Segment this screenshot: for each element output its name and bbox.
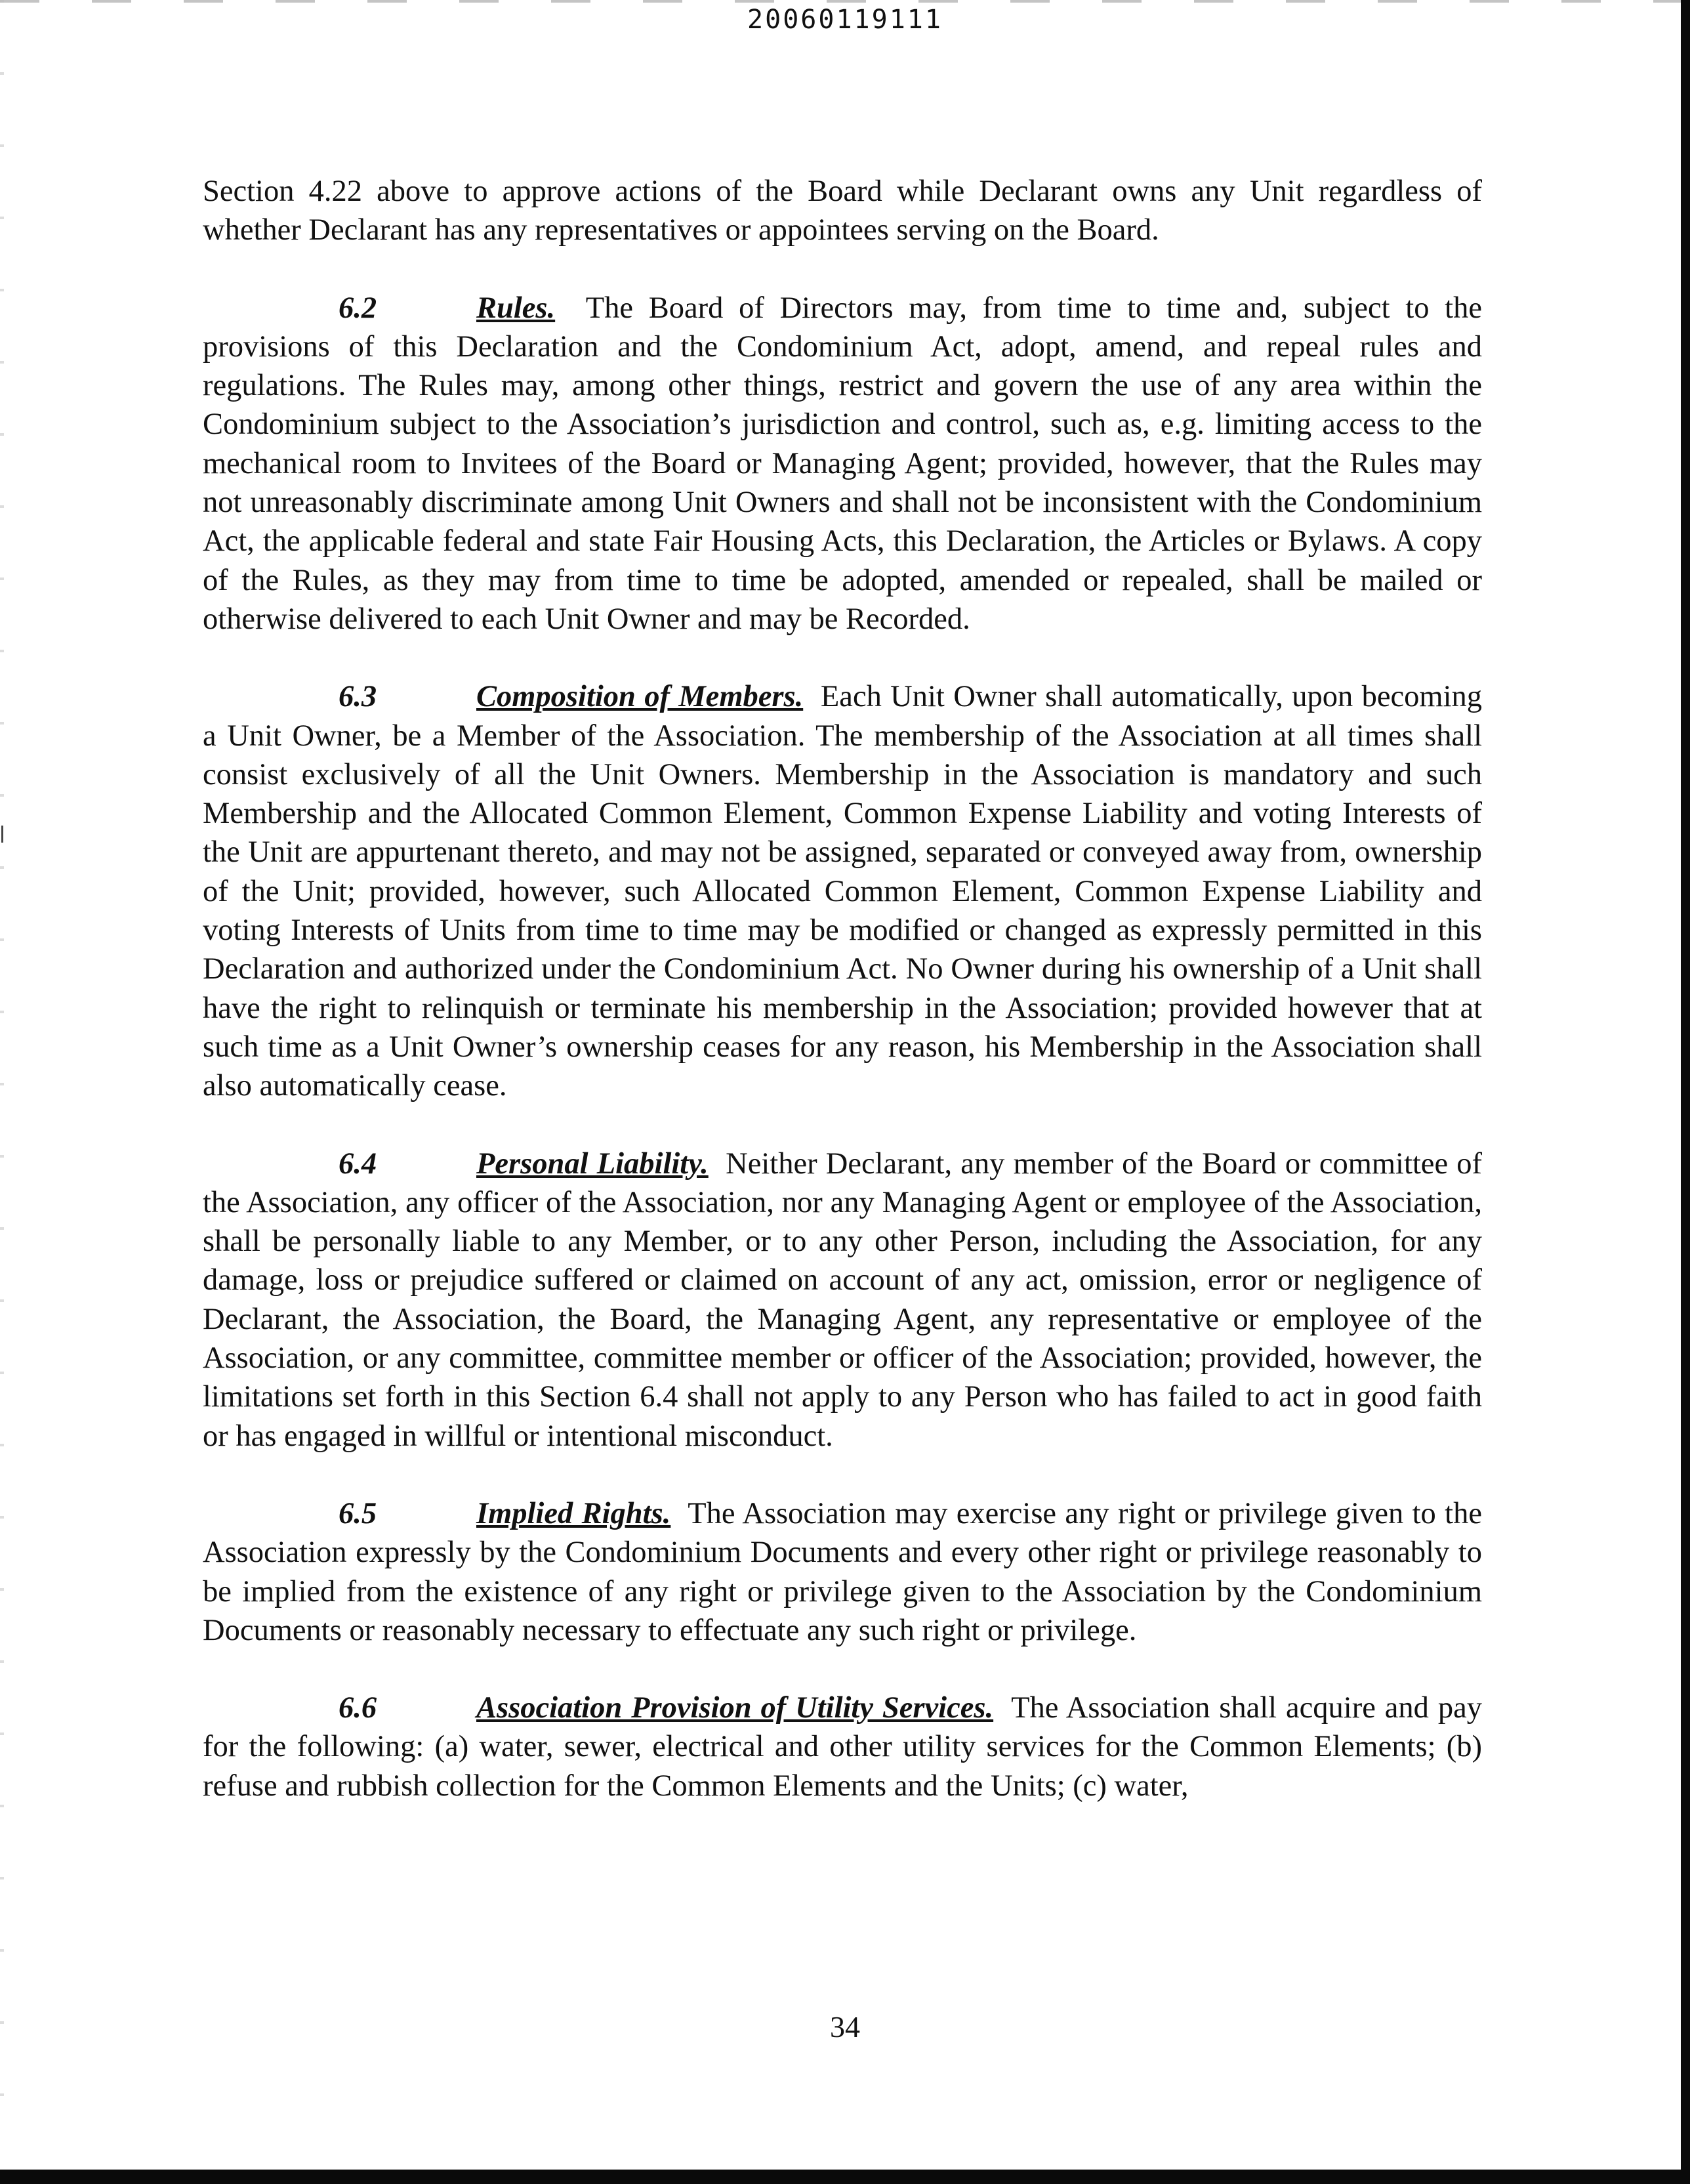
section-title: Personal Liability. bbox=[476, 1146, 709, 1181]
section-body: Each Unit Owner shall automatically, upon becoming a Unit Owner, be a Member of the Association. The membership of the Association at all times shall consist exclusively of all the Unit Owners. Membership in the Association is mandatory and such Membership and the Allocated Common Element, Common Expense Liability and voting Interests of the Unit are appurtenant thereto, and may not be assigned, separated or conveyed away from, ownership of the Unit; provided, however, such Allocated Common Element, Common Expense Liability and voting Interests of Units from time to time may be modified or changed as expressly permitted in this Declaration and authorized under the Condominium Act. No Owner during his ownership of a Unit shall have the right to relinquish or terminate his membership in the Association; provided however that at such time as a Unit Owner’s ownership ceases for any reason, his Membership in the Association shall also automatically cease. bbox=[203, 680, 1482, 1103]
section-title: Implied Rights. bbox=[476, 1496, 671, 1530]
section-number: 6.4 bbox=[339, 1146, 377, 1181]
section-title: Association Provision of Utility Services. bbox=[476, 1691, 994, 1725]
section-number: 6.2 bbox=[339, 291, 377, 325]
scan-edge-left bbox=[0, 0, 4, 2166]
scan-border-right bbox=[1681, 0, 1690, 2184]
section-6-2 bbox=[203, 289, 1482, 639]
scan-border-bottom bbox=[0, 2170, 1690, 2184]
section-6-6 bbox=[203, 1689, 1482, 1805]
document-number: 20060119111 bbox=[747, 5, 943, 35]
section-body: The Association may exercise any right or privilege given to the Association expressly by the Condominium Documents and every other right or privilege reasonably to be implied from the existence of any right or privilege given to the Association by the Condominium Documents or reasonably necessary to effectuate any such right or privilege. bbox=[203, 1496, 1482, 1647]
section-body: Neither Declarant, any member of the Board or committee of the Association, any officer of the Association, nor any Managing Agent or employee of the Association, shall be personally liable to any Member, or to any other Person, including the Association, for any damage, loss or prejudice suffered or claimed on account of any act, omission, error or negligence of Declarant, the Association, the Board, the Managing Agent, any representative or employee of the Association, or any committee, committee member or officer of the Association; provided, however, the limitations set forth in this Section 6.4 shall not apply to any Person who has failed to act in good faith or has engaged in willful or intentional misconduct. bbox=[203, 1146, 1483, 1453]
page-body bbox=[203, 172, 1482, 1844]
section-body: The Board of Directors may, from time to time and, subject to the provisions of this Declaration and the Condominium Act, adopt, amend, and repeal rules and regulations. The Rules may, among other things, restrict and govern the use of any area within the Condominium subject to the Association’s jurisdiction and control, such as, e.g. limiting access to the mechanical room to Invitees of the Board or Managing Agent; provided, however, that the Rules may not unreasonably discriminate among Unit Owners and shall not be inconsistent with the Condominium Act, the applicable federal and state Fair Housing Acts, this Declaration, the Articles or Bylaws. A copy of the Rules, as they may from time to time be adopted, amended or repealed, shall be mailed or otherwise delivered to each Unit Owner and may be Recorded. bbox=[203, 291, 1482, 636]
section-6-3 bbox=[203, 677, 1482, 1105]
page-number: 34 bbox=[830, 2010, 860, 2044]
section-number: 6.3 bbox=[339, 680, 377, 714]
section-6-4 bbox=[203, 1144, 1482, 1456]
section-number: 6.5 bbox=[339, 1496, 377, 1530]
section-6-5 bbox=[203, 1494, 1482, 1650]
scan-mark bbox=[1, 826, 3, 843]
section-number: 6.6 bbox=[339, 1691, 377, 1725]
section-title: Rules. bbox=[476, 291, 556, 325]
intro-paragraph: Section 4.22 above to approve actions of the Board while Declarant owns any Unit regardless of whether Declarant has any representatives or appointees serving on the Board. bbox=[203, 175, 1482, 247]
section-body: The Association shall acquire and pay for the following: (a) water, sewer, electrical and other utility services for the Common Elements; (b) refuse and rubbish collection for the Common Elements and the Units; (c) water, bbox=[203, 1691, 1482, 1803]
section-title: Composition of Members. bbox=[476, 680, 804, 714]
